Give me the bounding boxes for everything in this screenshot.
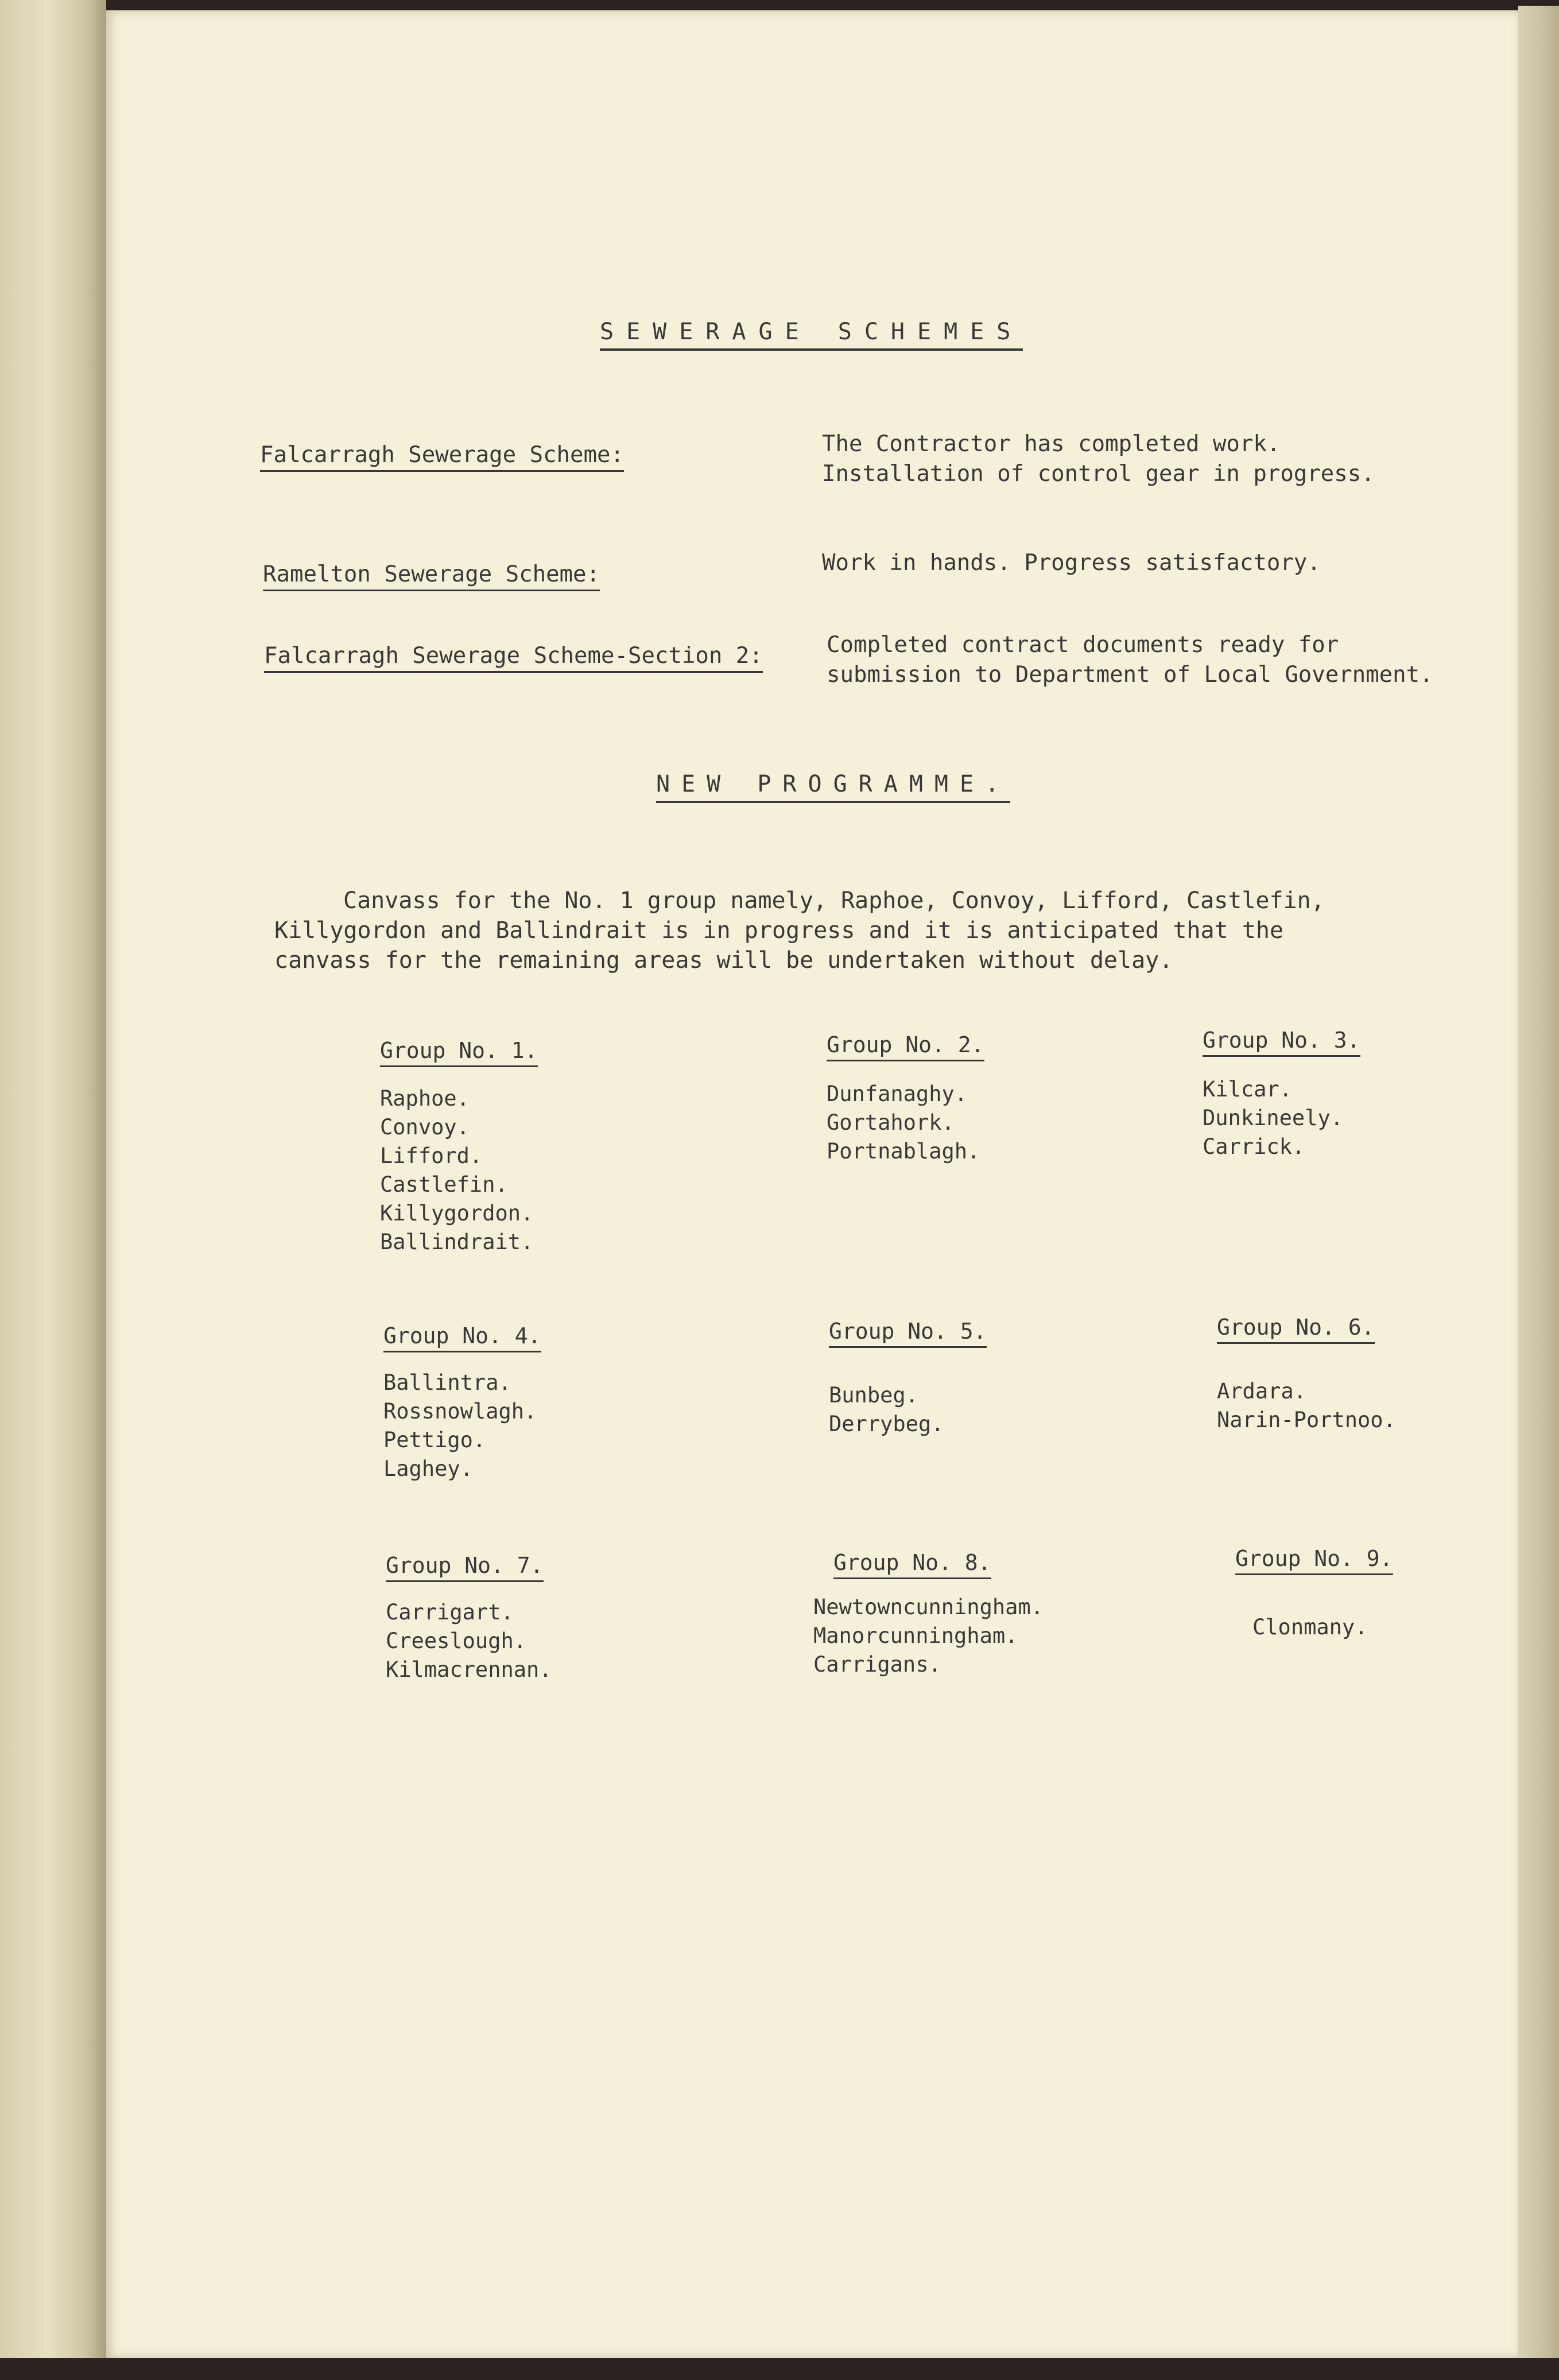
paragraph-line: Canvass for the No. 1 group namely, Raphoe, Convoy, Lifford, Castlefin, xyxy=(343,887,1325,914)
group-places xyxy=(813,1593,1044,1679)
paragraph-line: Killygordon and Ballindrait is in progress and it is anticipated that the xyxy=(274,917,1283,944)
place-item: Derrybeg. xyxy=(829,1412,944,1436)
place-item: Raphoe. xyxy=(380,1086,470,1111)
book-gutter xyxy=(0,0,106,2380)
scheme-label-falcarragh-section-2: Falcarragh Sewerage Scheme-Section 2: xyxy=(264,643,763,673)
group-title: Group No. 7. xyxy=(386,1553,544,1582)
group-title: Group No. 3. xyxy=(1203,1028,1360,1057)
group-6 xyxy=(1217,1315,1396,1435)
group-places xyxy=(1203,1075,1360,1161)
place-item: Kilcar. xyxy=(1203,1077,1292,1102)
group-title: Group No. 9. xyxy=(1235,1546,1393,1575)
place-item: Creeslough. xyxy=(386,1629,527,1653)
group-places xyxy=(1217,1377,1396,1435)
place-item: Rossnowlagh. xyxy=(383,1399,537,1424)
place-item: Lifford. xyxy=(380,1144,483,1168)
group-title: Group No. 4. xyxy=(383,1323,541,1352)
document-page xyxy=(106,10,1518,2358)
place-item: Manorcunningham. xyxy=(813,1623,1018,1648)
status-line: Work in hands. Progress satisfactory. xyxy=(822,550,1321,576)
paragraph-line: canvass for the remaining areas will be undertaken without delay. xyxy=(274,947,1173,974)
status-line: Installation of control gear in progress. xyxy=(822,461,1375,487)
page-bottom-edge xyxy=(0,2358,1559,2380)
status-line: submission to Department of Local Government. xyxy=(827,662,1433,688)
group-9 xyxy=(1235,1546,1393,1642)
group-1 xyxy=(380,1038,538,1257)
place-item: Gortahork. xyxy=(827,1110,955,1135)
place-item: Ballindrait. xyxy=(380,1230,534,1254)
place-item: Ardara. xyxy=(1217,1379,1306,1404)
place-item: Bunbeg. xyxy=(829,1383,918,1408)
place-item: Clonmany. xyxy=(1252,1615,1368,1639)
place-item: Castlefin. xyxy=(380,1172,508,1197)
place-item: Narin-Portnoo. xyxy=(1217,1408,1396,1432)
scheme-status-falcarragh xyxy=(822,429,1375,489)
place-item: Carrick. xyxy=(1203,1134,1305,1159)
place-item: Portnablagh. xyxy=(827,1139,980,1164)
place-item: Convoy. xyxy=(380,1115,470,1139)
group-places xyxy=(383,1369,541,1483)
group-title: Group No. 1. xyxy=(380,1038,538,1067)
group-2 xyxy=(827,1032,984,1166)
group-5 xyxy=(829,1319,987,1439)
group-title: Group No. 6. xyxy=(1217,1315,1375,1344)
place-item: Killygordon. xyxy=(380,1201,534,1226)
place-item: Pettigo. xyxy=(383,1428,486,1452)
group-places xyxy=(1252,1613,1393,1642)
page-edge xyxy=(1518,6,1559,2365)
group-places xyxy=(380,1084,538,1257)
scheme-status-ramelton xyxy=(822,548,1321,578)
place-item: Kilmacrennan. xyxy=(386,1657,552,1682)
place-item: Dunfanaghy. xyxy=(827,1082,968,1106)
scheme-label-falcarragh: Falcarragh Sewerage Scheme: xyxy=(260,442,624,472)
scheme-label-ramelton: Ramelton Sewerage Scheme: xyxy=(263,561,600,591)
group-title: Group No. 8. xyxy=(833,1550,991,1579)
programme-heading: NEW PROGRAMME. xyxy=(656,771,1010,803)
group-title: Group No. 5. xyxy=(829,1319,987,1348)
place-item: Laghey. xyxy=(383,1456,473,1481)
place-item: Dunkineely. xyxy=(1203,1106,1344,1130)
group-3 xyxy=(1203,1028,1360,1161)
group-places xyxy=(829,1381,987,1439)
scheme-status-falcarragh-section-2 xyxy=(827,630,1433,690)
status-line: Completed contract documents ready for xyxy=(827,632,1339,658)
place-item: Carrigart. xyxy=(386,1600,514,1625)
programme-paragraph xyxy=(274,886,1325,975)
group-7 xyxy=(386,1553,552,1684)
place-item: Newtowncunningham. xyxy=(813,1595,1044,1619)
status-line: The Contractor has completed work. xyxy=(822,431,1281,457)
place-item: Carrigans. xyxy=(813,1652,941,1677)
group-4 xyxy=(383,1323,541,1483)
sewerage-heading: SEWERAGE SCHEMES xyxy=(600,319,1023,351)
group-title: Group No. 2. xyxy=(827,1032,984,1061)
place-item: Ballintra. xyxy=(383,1370,511,1395)
group-8 xyxy=(813,1550,1044,1679)
group-places xyxy=(827,1080,984,1166)
group-places xyxy=(386,1598,552,1684)
